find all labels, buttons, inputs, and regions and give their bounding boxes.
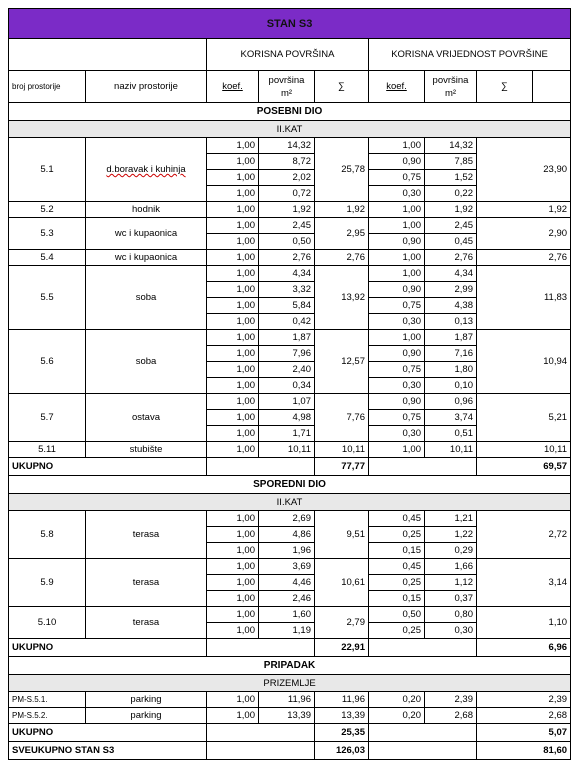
area-v-sum: 5,21 <box>477 394 571 442</box>
area-v-cell: 2,68 <box>425 708 477 724</box>
area-v-cell: 2,99 <box>425 282 477 298</box>
area-v-sum: 2,76 <box>477 250 571 266</box>
header-povrsina: površina m² <box>259 71 315 103</box>
koef-cell: 1,00 <box>207 575 259 591</box>
koef-v-cell: 0,45 <box>369 559 425 575</box>
room-name: terasa <box>86 559 207 607</box>
area-v-cell: 0,30 <box>425 623 477 639</box>
koef-cell: 1,00 <box>207 543 259 559</box>
header-sigma: ∑ <box>315 71 369 103</box>
area-cell: 2,69 <box>259 511 315 527</box>
koef-cell: 1,00 <box>207 234 259 250</box>
room-name: parking <box>86 692 207 708</box>
total-sum: 77,77 <box>315 458 369 476</box>
area-cell: 10,11 <box>259 442 315 458</box>
koef-cell: 1,00 <box>207 298 259 314</box>
koef-v-cell: 1,00 <box>369 250 425 266</box>
total-sum-v: 81,60 <box>477 742 571 760</box>
room-name: terasa <box>86 511 207 559</box>
area-cell: 1,19 <box>259 623 315 639</box>
area-v-cell: 1,87 <box>425 330 477 346</box>
header-sigma-v: ∑ <box>477 71 533 103</box>
table-row <box>9 607 571 623</box>
total-row-sporedni <box>9 639 571 657</box>
area-cell: 0,42 <box>259 314 315 330</box>
area-v-sum: 3,14 <box>477 559 571 607</box>
table-row <box>9 692 571 708</box>
koef-v-cell: 0,25 <box>369 527 425 543</box>
koef-v-cell: 1,00 <box>369 138 425 154</box>
koef-cell: 1,00 <box>207 426 259 442</box>
total-label: SVEUKUPNO STAN S3 <box>9 742 207 760</box>
area-table-container <box>8 8 568 760</box>
header-koef: koef. <box>207 71 259 103</box>
empty-cell <box>207 639 315 657</box>
total-label: UKUPNO <box>9 639 207 657</box>
area-v-cell: 1,80 <box>425 362 477 378</box>
area-cell: 4,86 <box>259 527 315 543</box>
koef-v-cell: 0,75 <box>369 362 425 378</box>
koef-cell: 1,00 <box>207 250 259 266</box>
koef-cell: 1,00 <box>207 266 259 282</box>
koef-v-cell: 0,90 <box>369 234 425 250</box>
table-row <box>9 266 571 282</box>
empty-cell <box>369 724 477 742</box>
koef-v-cell: 0,75 <box>369 298 425 314</box>
koef-cell: 1,00 <box>207 591 259 607</box>
room-number: 5.2 <box>9 202 86 218</box>
total-label: UKUPNO <box>9 458 207 476</box>
table-row <box>9 250 571 266</box>
table-row <box>9 708 571 724</box>
koef-v-cell: 0,45 <box>369 511 425 527</box>
koef-cell: 1,00 <box>207 154 259 170</box>
room-name: soba <box>86 266 207 330</box>
koef-cell: 1,00 <box>207 410 259 426</box>
area-cell: 4,98 <box>259 410 315 426</box>
koef-cell: 1,00 <box>207 378 259 394</box>
area-cell: 1,71 <box>259 426 315 442</box>
area-cell: 0,34 <box>259 378 315 394</box>
table-row <box>9 218 571 234</box>
koef-cell: 1,00 <box>207 170 259 186</box>
koef-cell: 1,00 <box>207 138 259 154</box>
area-sum: 2,76 <box>315 250 369 266</box>
koef-cell: 1,00 <box>207 511 259 527</box>
table-row <box>9 511 571 527</box>
header-naziv: naziv prostorije <box>86 71 207 103</box>
area-v-sum: 2,68 <box>477 708 571 724</box>
room-number: 5.11 <box>9 442 86 458</box>
total-sum-v: 69,57 <box>477 458 571 476</box>
section-kat: II.KAT <box>9 121 571 138</box>
area-v-cell: 2,45 <box>425 218 477 234</box>
grand-total-row <box>9 742 571 760</box>
area-v-cell: 7,85 <box>425 154 477 170</box>
section-kat2: II.KAT <box>9 494 571 511</box>
header-korisna-vrijednost: KORISNA VRIJEDNOST POVRŠINE <box>369 39 571 71</box>
empty-cell <box>207 742 315 760</box>
area-cell: 1,87 <box>259 330 315 346</box>
table-row <box>9 559 571 575</box>
area-v-cell: 7,16 <box>425 346 477 362</box>
header-koef-v: koef. <box>369 71 425 103</box>
koef-v-cell: 0,90 <box>369 346 425 362</box>
area-sum: 9,51 <box>315 511 369 559</box>
area-v-cell: 0,10 <box>425 378 477 394</box>
room-number: 5.7 <box>9 394 86 442</box>
area-sum: 2,79 <box>315 607 369 639</box>
koef-v-cell: 0,90 <box>369 154 425 170</box>
koef-cell: 1,00 <box>207 442 259 458</box>
koef-v-cell: 0,25 <box>369 623 425 639</box>
area-sum: 13,39 <box>315 708 369 724</box>
koef-v-cell: 0,90 <box>369 282 425 298</box>
area-cell: 3,69 <box>259 559 315 575</box>
area-sum: 10,11 <box>315 442 369 458</box>
area-cell: 5,84 <box>259 298 315 314</box>
area-cell: 2,02 <box>259 170 315 186</box>
empty-cell <box>207 458 315 476</box>
koef-cell: 1,00 <box>207 186 259 202</box>
area-v-sum: 1,10 <box>477 607 571 639</box>
area-cell: 1,96 <box>259 543 315 559</box>
room-name: stubište <box>86 442 207 458</box>
table-row <box>9 202 571 218</box>
area-v-cell: 1,52 <box>425 170 477 186</box>
area-cell: 0,50 <box>259 234 315 250</box>
koef-v-cell: 1,00 <box>369 266 425 282</box>
room-number: 5.10 <box>9 607 86 639</box>
area-sum: 10,61 <box>315 559 369 607</box>
total-row-posebni <box>9 458 571 476</box>
total-sum: 22,91 <box>315 639 369 657</box>
area-v-sum: 2,39 <box>477 692 571 708</box>
section-prizemlje: PRIZEMLJE <box>9 675 571 692</box>
koef-v-cell: 0,75 <box>369 170 425 186</box>
table-row <box>9 330 571 346</box>
header-broj: broj prostorije <box>9 71 86 103</box>
koef-v-cell: 1,00 <box>369 330 425 346</box>
koef-cell: 1,00 <box>207 346 259 362</box>
room-name: parking <box>86 708 207 724</box>
room-number: 5.8 <box>9 511 86 559</box>
area-v-cell: 1,66 <box>425 559 477 575</box>
total-sum-v: 5,07 <box>477 724 571 742</box>
area-v-cell: 1,21 <box>425 511 477 527</box>
total-sum: 25,35 <box>315 724 369 742</box>
room-name: ostava <box>86 394 207 442</box>
area-cell: 1,07 <box>259 394 315 410</box>
area-v-sum: 1,92 <box>477 202 571 218</box>
area-v-sum: 2,90 <box>477 218 571 250</box>
empty-cell <box>207 724 315 742</box>
room-name: d.boravak i kuhinja <box>86 138 207 202</box>
koef-cell: 1,00 <box>207 527 259 543</box>
area-v-cell: 4,38 <box>425 298 477 314</box>
area-cell: 4,34 <box>259 266 315 282</box>
area-sum: 12,57 <box>315 330 369 394</box>
koef-v-cell: 1,00 <box>369 218 425 234</box>
area-v-cell: 3,74 <box>425 410 477 426</box>
area-v-cell: 1,92 <box>425 202 477 218</box>
area-table <box>8 8 571 760</box>
area-cell: 8,72 <box>259 154 315 170</box>
area-cell: 14,32 <box>259 138 315 154</box>
room-name: terasa <box>86 607 207 639</box>
koef-v-cell: 0,20 <box>369 692 425 708</box>
koef-v-cell: 0,25 <box>369 575 425 591</box>
room-name: wc i kupaonica <box>86 218 207 250</box>
koef-cell: 1,00 <box>207 314 259 330</box>
koef-cell: 1,00 <box>207 559 259 575</box>
koef-v-cell: 1,00 <box>369 202 425 218</box>
koef-v-cell: 0,30 <box>369 314 425 330</box>
room-name: wc i kupaonica <box>86 250 207 266</box>
area-v-cell: 2,76 <box>425 250 477 266</box>
area-v-sum: 11,83 <box>477 266 571 330</box>
total-sum: 126,03 <box>315 742 369 760</box>
koef-cell: 1,00 <box>207 708 259 724</box>
area-v-cell: 0,45 <box>425 234 477 250</box>
area-v-cell: 0,22 <box>425 186 477 202</box>
room-number: 5.9 <box>9 559 86 607</box>
area-sum: 25,78 <box>315 138 369 202</box>
koef-v-cell: 0,15 <box>369 591 425 607</box>
table-row <box>9 138 571 154</box>
koef-v-cell: 0,20 <box>369 708 425 724</box>
area-v-cell: 1,12 <box>425 575 477 591</box>
total-row-pripadak <box>9 724 571 742</box>
koef-v-cell: 0,75 <box>369 410 425 426</box>
area-cell: 3,32 <box>259 282 315 298</box>
area-cell: 1,92 <box>259 202 315 218</box>
area-sum: 11,96 <box>315 692 369 708</box>
table-title: STAN S3 <box>9 9 571 39</box>
koef-cell: 1,00 <box>207 330 259 346</box>
koef-cell: 1,00 <box>207 202 259 218</box>
koef-v-cell: 0,30 <box>369 378 425 394</box>
section-posebni: POSEBNI DIO <box>9 103 571 121</box>
koef-cell: 1,00 <box>207 362 259 378</box>
area-cell: 7,96 <box>259 346 315 362</box>
section-sporedni: SPOREDNI DIO <box>9 476 571 494</box>
room-number: 5.4 <box>9 250 86 266</box>
room-number: PM-S.5.2. <box>9 708 86 724</box>
area-cell: 2,45 <box>259 218 315 234</box>
room-number: PM-S.5.1. <box>9 692 86 708</box>
area-sum: 13,92 <box>315 266 369 330</box>
total-sum-v: 6,96 <box>477 639 571 657</box>
room-number: 5.6 <box>9 330 86 394</box>
empty-cell <box>369 639 477 657</box>
koef-cell: 1,00 <box>207 282 259 298</box>
area-v-cell: 2,39 <box>425 692 477 708</box>
area-v-cell: 0,29 <box>425 543 477 559</box>
table-row <box>9 442 571 458</box>
room-number: 5.5 <box>9 266 86 330</box>
area-v-cell: 0,96 <box>425 394 477 410</box>
header-korisna-povrsina: KORISNA POVRŠINA <box>207 39 369 71</box>
area-sum: 2,95 <box>315 218 369 250</box>
area-v-cell: 0,51 <box>425 426 477 442</box>
room-name: soba <box>86 330 207 394</box>
area-sum: 7,76 <box>315 394 369 442</box>
room-name: hodnik <box>86 202 207 218</box>
koef-v-cell: 0,15 <box>369 543 425 559</box>
area-v-sum: 10,11 <box>477 442 571 458</box>
koef-cell: 1,00 <box>207 218 259 234</box>
area-v-sum: 23,90 <box>477 138 571 202</box>
table-row <box>9 394 571 410</box>
area-v-cell: 14,32 <box>425 138 477 154</box>
koef-cell: 1,00 <box>207 692 259 708</box>
room-number: 5.1 <box>9 138 86 202</box>
koef-v-cell: 0,90 <box>369 394 425 410</box>
koef-v-cell: 0,30 <box>369 426 425 442</box>
area-cell: 0,72 <box>259 186 315 202</box>
koef-cell: 1,00 <box>207 607 259 623</box>
koef-v-cell: 0,50 <box>369 607 425 623</box>
area-v-cell: 0,37 <box>425 591 477 607</box>
koef-v-cell: 1,00 <box>369 442 425 458</box>
header-povrsina-v: površina m² <box>425 71 477 103</box>
area-v-cell: 0,13 <box>425 314 477 330</box>
area-cell: 2,46 <box>259 591 315 607</box>
area-v-cell: 10,11 <box>425 442 477 458</box>
koef-v-cell: 0,30 <box>369 186 425 202</box>
empty-cell <box>369 742 477 760</box>
area-sum: 1,92 <box>315 202 369 218</box>
area-v-cell: 0,80 <box>425 607 477 623</box>
area-v-sum: 10,94 <box>477 330 571 394</box>
empty-cell <box>369 458 477 476</box>
koef-cell: 1,00 <box>207 394 259 410</box>
total-label: UKUPNO <box>9 724 207 742</box>
area-cell: 2,76 <box>259 250 315 266</box>
area-cell: 2,40 <box>259 362 315 378</box>
area-v-sum: 2,72 <box>477 511 571 559</box>
area-cell: 13,39 <box>259 708 315 724</box>
room-number: 5.3 <box>9 218 86 250</box>
area-v-cell: 1,22 <box>425 527 477 543</box>
area-v-cell: 4,34 <box>425 266 477 282</box>
koef-cell: 1,00 <box>207 623 259 639</box>
area-cell: 1,60 <box>259 607 315 623</box>
area-cell: 4,46 <box>259 575 315 591</box>
section-pripadak: PRIPADAK <box>9 657 571 675</box>
area-cell: 11,96 <box>259 692 315 708</box>
